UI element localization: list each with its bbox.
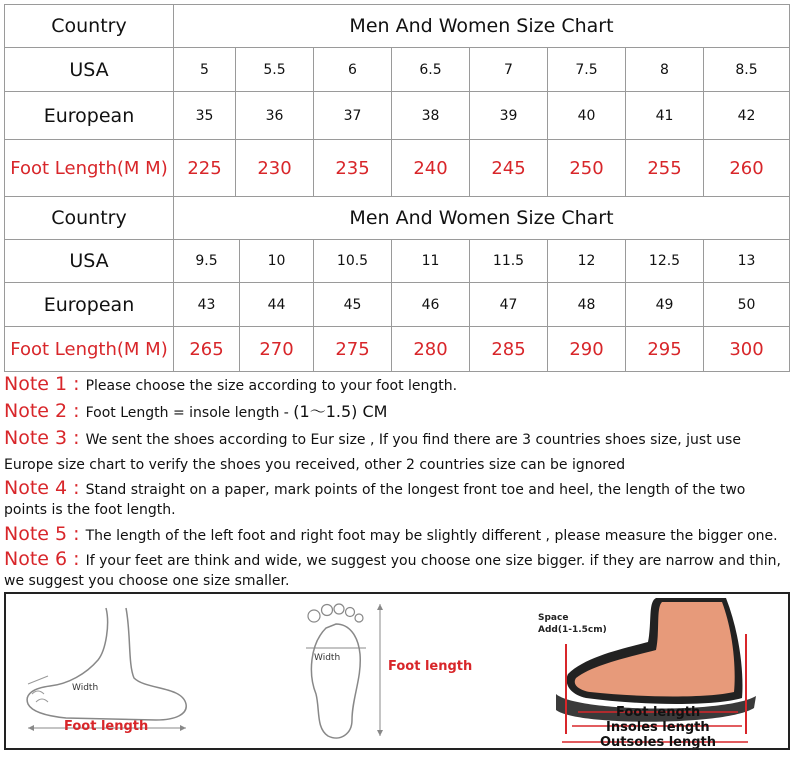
eur-size: 37: [314, 92, 392, 140]
size-chart-table-2: [4, 196, 790, 372]
note-6: [4, 549, 790, 591]
eur-size: 36: [236, 92, 314, 140]
note-2-key: Note 2 :: [4, 400, 86, 422]
shoe-diagram: [516, 594, 788, 748]
foot-length-value: 285: [470, 327, 548, 372]
usa-size: 12.5: [626, 240, 704, 283]
usa-size: 12: [548, 240, 626, 283]
side-foot-outline: [27, 608, 186, 720]
top-width-label: Width: [314, 653, 341, 663]
note-1-key: Note 1 :: [4, 373, 86, 395]
eur-size: 40: [548, 92, 626, 140]
add-label: Add(1-1.5cm): [538, 625, 607, 635]
toe: [334, 604, 344, 614]
note-4-key: Note 4 :: [4, 477, 86, 499]
foot-length-value: 295: [626, 327, 704, 372]
foot-length-value: 265: [174, 327, 240, 372]
usa-label: USA: [5, 240, 174, 283]
note-1: [4, 372, 790, 399]
foot-length-value: 280: [392, 327, 470, 372]
eur-size: 43: [174, 283, 240, 327]
foot-length-value: 225: [174, 140, 236, 197]
european-label: European: [5, 283, 174, 327]
foot-length-value: 250: [548, 140, 626, 197]
usa-size: 11: [392, 240, 470, 283]
side-foot-diagram: [6, 594, 256, 748]
note-3-text: We sent the shoes according to Eur size , If you find there are 3 countries shoes size, just use Europe size chart to verify the shoes you received, other 2 countries size can be ignored: [4, 432, 741, 473]
foot-length-label: Foot Length(M M): [5, 327, 174, 372]
eur-size: 39: [470, 92, 548, 140]
note-1-text: Please choose the size according to your foot length.: [85, 378, 458, 394]
eur-size: 35: [174, 92, 236, 140]
eur-size: 46: [392, 283, 470, 327]
usa-size: 7: [470, 48, 548, 92]
toe: [308, 610, 320, 622]
country-header: Country: [5, 197, 174, 240]
usa-size: 8: [626, 48, 704, 92]
note-3: [4, 426, 790, 478]
toe-lines: [32, 691, 48, 702]
usa-size: 7.5: [548, 48, 626, 92]
note-4-text: Stand straight on a paper, mark points of the longest front toe and heel, the length of the two points is the foot length.: [4, 482, 746, 518]
note-5-key: Note 5 :: [4, 523, 86, 545]
note-5: [4, 522, 790, 549]
size-chart-table-1: [4, 4, 790, 197]
note-5-text: The length of the left foot and right foot may be slightly different , please measure the bigger one.: [85, 528, 778, 544]
country-header: Country: [5, 5, 174, 48]
toe: [346, 608, 355, 617]
toe: [355, 614, 363, 622]
foot-length-value: 245: [470, 140, 548, 197]
foot-length-value: 235: [314, 140, 392, 197]
usa-size: 6.5: [392, 48, 470, 92]
top-foot-diagram: [256, 594, 516, 748]
foot-length-value: 230: [236, 140, 314, 197]
eur-size: 42: [704, 92, 790, 140]
foot-length-value: 290: [548, 327, 626, 372]
european-label: European: [5, 92, 174, 140]
note-2-range: (1～1.5) CM: [293, 402, 388, 421]
eur-size: 44: [240, 283, 314, 327]
foot-length-value: 275: [314, 327, 392, 372]
eur-size: 47: [470, 283, 548, 327]
note-6-text: If your feet are think and wide, we suggest you choose one size bigger. if they are narrow and thin, we suggest you choose one size smaller.: [4, 553, 781, 589]
foot-length-value: 260: [704, 140, 790, 197]
eur-size: 48: [548, 283, 626, 327]
usa-size: 9.5: [174, 240, 240, 283]
eur-size: 49: [626, 283, 704, 327]
note-3-key: Note 3 :: [4, 427, 86, 449]
foot-length-value: 300: [704, 327, 790, 372]
foot-length-value: 255: [626, 140, 704, 197]
top-foot-length-label: Foot length: [388, 659, 473, 674]
chart-title: Men And Women Size Chart: [174, 5, 790, 48]
insoles-length-label: Insoles length: [606, 720, 710, 735]
note-4: [4, 478, 790, 520]
side-width-label: Width: [72, 683, 99, 693]
usa-size: 5.5: [236, 48, 314, 92]
shoe-foot-length-label: Foot length: [616, 705, 701, 720]
chart-title: Men And Women Size Chart: [174, 197, 790, 240]
notes-section: [4, 372, 790, 593]
side-foot-length-label: Foot length: [64, 719, 149, 734]
foot-length-value: 240: [392, 140, 470, 197]
note-2-text: Foot Length = insole length -: [85, 405, 294, 421]
usa-size: 11.5: [470, 240, 548, 283]
usa-size: 10: [240, 240, 314, 283]
usa-label: USA: [5, 48, 174, 92]
foot-length-label: Foot Length(M M): [5, 140, 174, 197]
usa-size: 5: [174, 48, 236, 92]
space-label: Space: [538, 613, 569, 623]
eur-size: 45: [314, 283, 392, 327]
eur-size: 38: [392, 92, 470, 140]
outsoles-length-label: Outsoles length: [600, 735, 717, 748]
usa-size: 10.5: [314, 240, 392, 283]
usa-size: 8.5: [704, 48, 790, 92]
note-2: [4, 399, 790, 426]
eur-size: 50: [704, 283, 790, 327]
sole-outline: [311, 624, 360, 738]
eur-size: 41: [626, 92, 704, 140]
measurement-illustrations: [4, 592, 790, 750]
usa-size: 6: [314, 48, 392, 92]
foot-length-value: 270: [240, 327, 314, 372]
width-guide-line: [28, 676, 48, 684]
toe: [322, 605, 333, 616]
note-6-key: Note 6 :: [4, 548, 86, 570]
usa-size: 13: [704, 240, 790, 283]
